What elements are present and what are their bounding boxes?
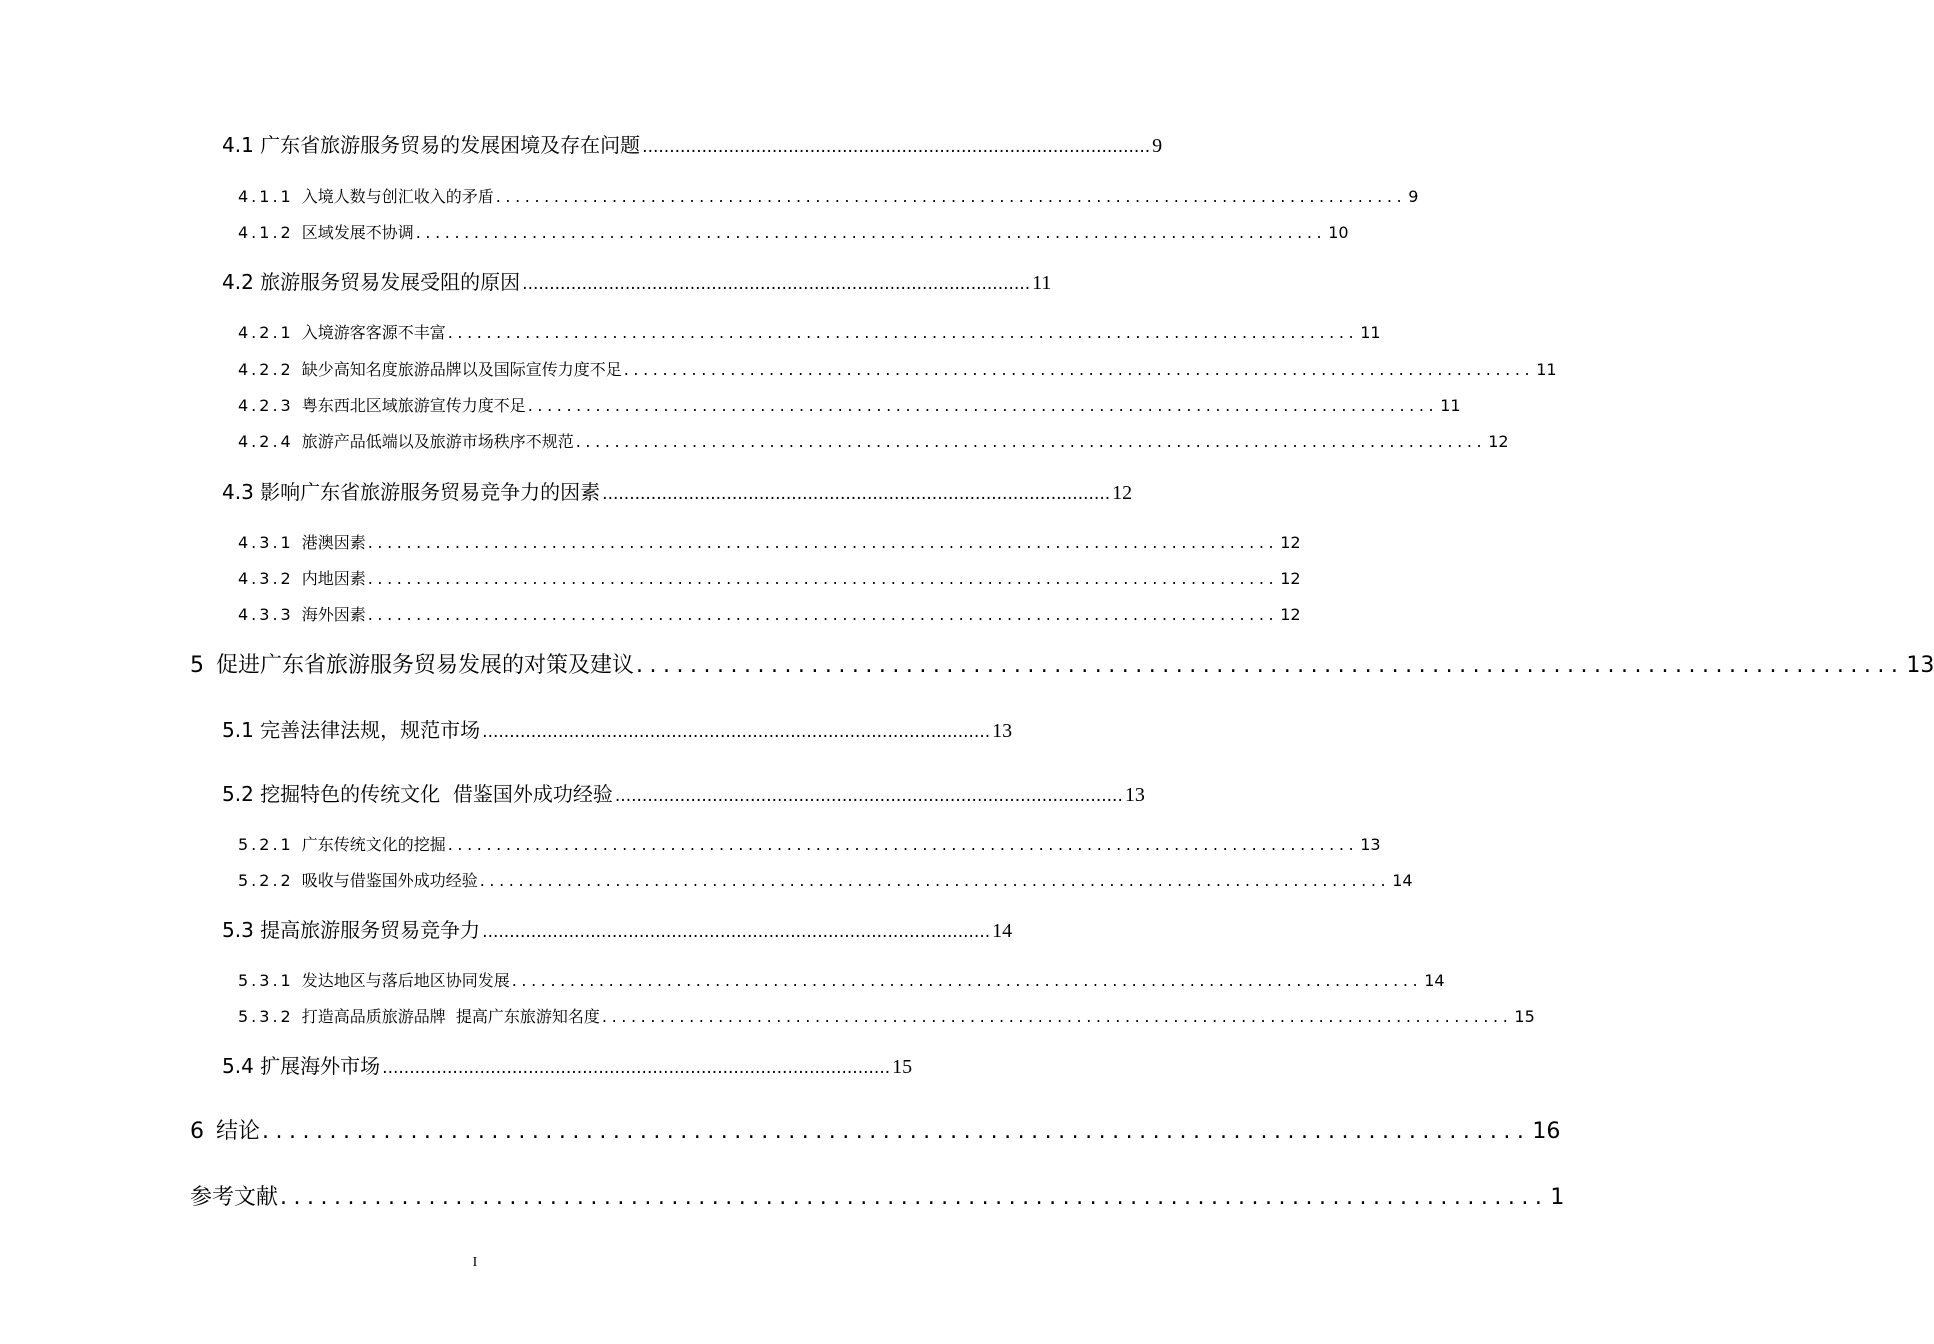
toc-page-number: 12 — [1112, 482, 1133, 504]
toc-entry-4-3[interactable] — [222, 476, 1133, 505]
toc-entry-title: 4.2.2 缺少高知名度旅游品牌以及国际宣传力度不足 — [238, 360, 622, 379]
toc-page-number: 9 — [1408, 187, 1419, 206]
toc-entry-references[interactable] — [190, 1180, 1565, 1211]
toc-entry-title: 参考文献 — [190, 1185, 279, 1210]
toc-entry-title: 5.2 挖掘特色的传统文化 借鉴国外成功经验 — [222, 782, 613, 806]
toc-entry-title: 4.3.3 海外因素 — [238, 605, 366, 624]
toc-entry-title: 5.4 扩展海外市场 — [222, 1054, 381, 1078]
toc-entry-5-3[interactable] — [222, 914, 1013, 943]
toc-page-number: 1 — [1550, 1185, 1565, 1210]
toc-entry-5-2-2[interactable] — [238, 868, 1413, 891]
toc-entry-4-1-1[interactable] — [238, 184, 1419, 207]
toc-leader-dots: .............................................................................................. — [447, 835, 1359, 854]
toc-entry-title: 4.2.1 入境游客客源不丰富 — [238, 323, 446, 342]
toc-page-number: 13 — [1124, 784, 1145, 806]
toc-page-number: 12 — [1488, 432, 1509, 451]
toc-page-number: 13 — [1360, 835, 1381, 854]
toc-page-number: 12 — [1280, 569, 1301, 588]
toc-entry-4-2[interactable] — [222, 266, 1052, 295]
toc-leader-dots: .............................................................................................. — [367, 569, 1279, 588]
toc-page-number: 13 — [1906, 653, 1934, 678]
page-footer-number: I — [472, 1255, 478, 1270]
toc-leader-dots: .............................................................................................. — [575, 432, 1487, 451]
toc-entry-4-1-2[interactable] — [238, 220, 1349, 243]
toc-entry-title: 4.3.2 内地因素 — [238, 569, 366, 588]
toc-page-number: 9 — [1152, 135, 1163, 157]
toc-page-number: 14 — [1424, 971, 1445, 990]
toc-entry-4-2-3[interactable] — [238, 393, 1461, 416]
toc-entry-title: 5.2.1 广东传统文化的挖掘 — [238, 835, 446, 854]
toc-leader-dots: .............................................................................................. — [601, 1007, 1513, 1026]
toc-entry-title: 5.3.1 发达地区与落后地区协同发展 — [238, 971, 510, 990]
toc-entry-title: 4.1 广东省旅游服务贸易的发展困境及存在问题 — [222, 133, 641, 157]
toc-entry-title: 4.1.1 入境人数与创汇收入的矛盾 — [238, 187, 494, 206]
toc-entry-4-2-2[interactable] — [238, 357, 1557, 380]
toc-leader-dots: .............................................................................................. — [479, 871, 1391, 890]
toc-entry-4-1[interactable] — [222, 129, 1163, 158]
toc-entry-4-3-2[interactable] — [238, 566, 1301, 589]
toc-leader-dots: .............................................................................................. — [280, 1185, 1549, 1210]
toc-entry-title: 5.1 完善法律法规，规范市场 — [222, 718, 481, 742]
toc-leader-dots: .............................................................................................. — [495, 187, 1407, 206]
toc-leader-dots: .............................................................................................. — [602, 484, 1111, 504]
toc-page-number: 16 — [1532, 1119, 1561, 1144]
toc-leader-dots: .............................................................................................. — [642, 137, 1151, 157]
toc-page-number: 15 — [892, 1056, 913, 1078]
toc-leader-dots: .............................................................................................. — [482, 922, 991, 942]
toc-page-number: 10 — [1328, 223, 1349, 242]
toc-leader-dots: .............................................................................................. — [382, 1058, 891, 1078]
toc-page-number: 11 — [1032, 272, 1052, 294]
toc-entry-5[interactable] — [190, 648, 1934, 679]
toc-page-number: 12 — [1280, 533, 1301, 552]
toc-leader-dots: .............................................................................................. — [511, 971, 1423, 990]
toc-entry-4-2-4[interactable] — [238, 429, 1509, 452]
toc-entry-5-4[interactable] — [222, 1050, 913, 1079]
toc-entry-title: 4.1.2 区域发展不协调 — [238, 223, 414, 242]
toc-page-number: 13 — [992, 720, 1013, 742]
toc-leader-dots: .............................................................................................. — [614, 786, 1123, 806]
toc-entry-title: 5 促进广东省旅游服务贸易发展的对策及建议 — [190, 653, 635, 678]
toc-leader-dots: .............................................................................................. — [623, 360, 1535, 379]
toc-entry-title: 5.2.2 吸收与借鉴国外成功经验 — [238, 871, 478, 890]
toc-leader-dots: .............................................................................................. — [522, 274, 1031, 294]
toc-leader-dots: .............................................................................................. — [262, 1119, 1531, 1144]
toc-entry-title: 6 结论 — [190, 1119, 261, 1144]
toc-leader-dots: .............................................................................................. — [415, 223, 1327, 242]
toc-leader-dots: .............................................................................................. — [367, 605, 1279, 624]
toc-entry-4-3-3[interactable] — [238, 602, 1301, 625]
toc-leader-dots: .............................................................................................. — [636, 653, 1905, 678]
toc-entry-5-2-1[interactable] — [238, 832, 1381, 855]
toc-entry-title: 4.2 旅游服务贸易发展受阻的原因 — [222, 270, 521, 294]
toc-leader-dots: .............................................................................................. — [447, 323, 1359, 342]
toc-entry-title: 5.3.2 打造高品质旅游品牌 提高广东旅游知名度 — [238, 1007, 600, 1026]
toc-page-number: 14 — [992, 920, 1013, 942]
toc-page-number: 14 — [1392, 871, 1413, 890]
toc-entry-title: 4.2.4 旅游产品低端以及旅游市场秩序不规范 — [238, 432, 574, 451]
toc-entry-5-3-1[interactable] — [238, 968, 1445, 991]
toc-leader-dots: .............................................................................................. — [367, 533, 1279, 552]
toc-leader-dots: .............................................................................................. — [482, 722, 991, 742]
toc-entry-6[interactable] — [190, 1114, 1561, 1145]
toc-page-number: 11 — [1536, 360, 1557, 379]
toc-page-number: 12 — [1280, 605, 1301, 624]
toc-entry-title: 4.3.1 港澳因素 — [238, 533, 366, 552]
toc-entry-title: 5.3 提高旅游服务贸易竞争力 — [222, 918, 481, 942]
toc-entry-title: 4.2.3 粤东西北区域旅游宣传力度不足 — [238, 396, 526, 415]
toc-entry-title: 4.3 影响广东省旅游服务贸易竞争力的因素 — [222, 480, 601, 504]
toc-entry-4-3-1[interactable] — [238, 530, 1301, 553]
toc-entry-5-3-2[interactable] — [238, 1004, 1535, 1027]
toc-entry-5-1[interactable] — [222, 714, 1013, 743]
toc-page-number: 11 — [1440, 396, 1461, 415]
toc-page-number: 11 — [1360, 323, 1381, 342]
toc-page-number: 15 — [1514, 1007, 1535, 1026]
toc-entry-4-2-1[interactable] — [238, 320, 1381, 343]
toc-leader-dots: .............................................................................................. — [527, 396, 1439, 415]
toc-entry-5-2[interactable] — [222, 778, 1145, 807]
